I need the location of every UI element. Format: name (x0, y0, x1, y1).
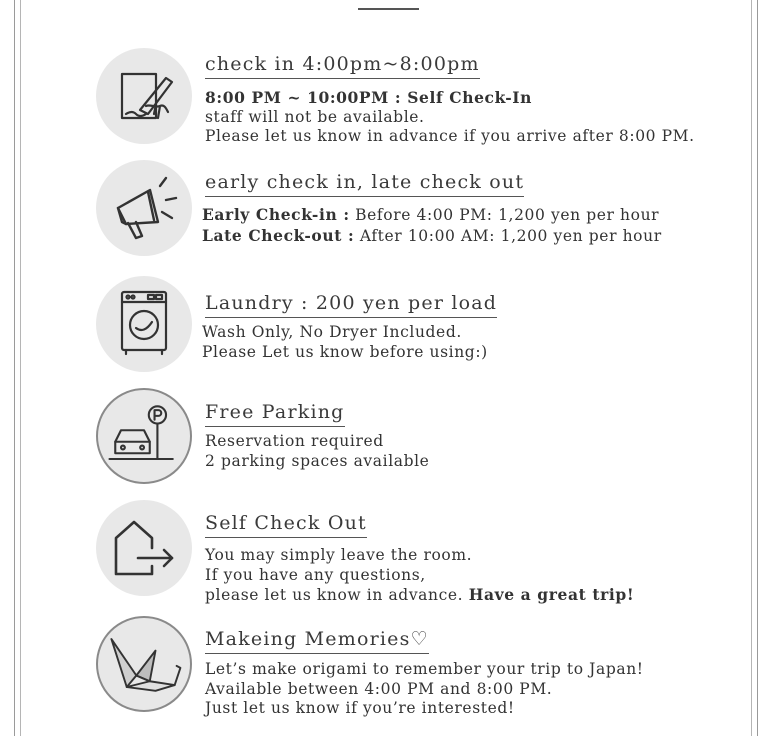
body-line-value: Before 4:00 PM: 1,200 yen per hour (349, 206, 660, 224)
body-line-text: please let us know in advance. (205, 586, 469, 604)
section-body (205, 432, 429, 471)
body-line: Just let us know if you’re interested! (205, 699, 515, 717)
parking-car-icon (96, 388, 192, 484)
body-line: Available between 4:00 PM and 8:00 PM. (205, 679, 553, 698)
body-line: Reservation required (205, 432, 384, 450)
section-title: Laundry : 200 yen per load (205, 292, 497, 318)
body-line: Let’s make origami to remember your trip to Japan! (205, 660, 644, 678)
body-line-label: Early Check-in : (202, 205, 350, 224)
body-line: You may simply leave the room. (205, 546, 473, 564)
body-line: 8:00 PM ~ 10:00PM : Self Check-In (205, 88, 533, 107)
section-title: Self Check Out (205, 512, 367, 538)
body-line (202, 226, 662, 247)
washing-machine-icon (96, 276, 192, 372)
section-title: early check in, late check out (205, 171, 524, 197)
writing-hand-icon (96, 48, 192, 144)
megaphone-icon (96, 160, 192, 256)
top-divider (358, 8, 419, 10)
body-line: 2 parking spaces available (205, 451, 430, 470)
body-line-label: Late Check-out : (202, 225, 355, 245)
body-line: If you have any questions, (205, 565, 426, 584)
exit-house-icon (96, 500, 192, 596)
body-line (202, 205, 662, 226)
section-title: Free Parking (205, 401, 345, 427)
section-body (205, 88, 695, 147)
section-body (205, 660, 644, 719)
body-line: staff will not be available. (205, 107, 425, 126)
body-line: Please let us know in advance if you arrive after 8:00 PM. (205, 127, 695, 145)
section-body (202, 323, 488, 362)
section-title: Makeing Memories♡ (205, 628, 429, 654)
origami-crane-icon (96, 616, 192, 712)
body-line: Please Let us know before using:) (202, 342, 488, 361)
body-line-value: After 10:00 AM: 1,200 yen per hour (354, 226, 662, 245)
section-body (205, 546, 634, 606)
body-line-emphasis: Have a great trip! (468, 585, 635, 604)
body-line (205, 585, 634, 606)
body-line: Wash Only, No Dryer Included. (202, 323, 462, 341)
section-title: check in 4:00pm~8:00pm (205, 53, 480, 79)
section-body (202, 205, 662, 246)
